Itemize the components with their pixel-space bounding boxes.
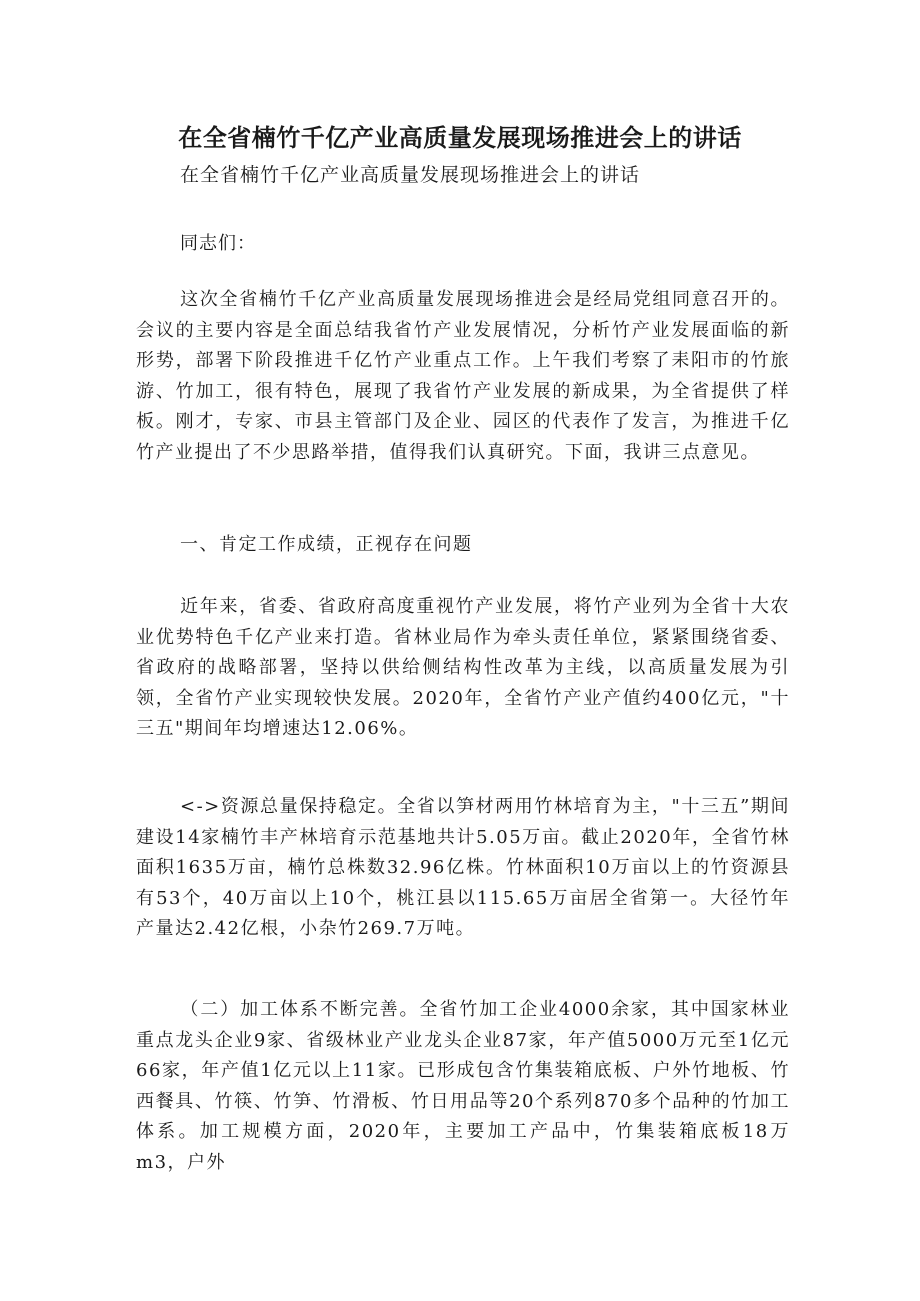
- document-title: 在全省楠竹千亿产业高质量发展现场推进会上的讲话: [178, 124, 742, 152]
- paragraph-intro-text: 这次全省楠竹千亿产业高质量发展现场推进会是经局党组同意召开的。会议的主要内容是全面总结我省竹产业发展情况，分析竹产业发展面临的新形势，部署下阶段推进千亿竹产业重点工作。上午我们考察了耒阳市的竹旅游、竹加工，很有特色，展现了我省竹产业发展的新成果，为全省提供了样板。刚才，专家、市县主管部门及企业、园区的代表作了发言，为推进千亿竹产业提出了不少思路举措，值得我们认真研究。下面，我讲三点意见。: [136, 289, 790, 463]
- paragraph-resources-text: <->资源总量保持稳定。全省以笋材两用竹林培育为主，"十三五”期间建设14家楠竹丰产林培育示范基地共计5.05万亩。截止2020年，全省竹林面积1635万亩，楠竹总株数32.96亿株。竹林面积10万亩以上的竹资源县有53个，40万亩以上10个，桃江县以115.65万亩居全省第一。大径竹年产量达2.42亿根，小杂竹269.7万吨。: [136, 796, 790, 939]
- salutation: 同志们：: [180, 233, 256, 254]
- paragraph-intro: [136, 285, 790, 468]
- section-heading: 一、肯定工作成绩，正视存在问题: [180, 534, 473, 555]
- paragraph-resources: [136, 792, 790, 945]
- paragraph-overview-text: 近年来，省委、省政府高度重视竹产业发展，将竹产业列为全省十大农业优势特色千亿产业来打造。省林业局作为牵头责任单位，紧紧围绕省委、省政府的战略部署，坚持以供给侧结构性改革为主线，以高质量发展为引领，全省竹产业实现较快发展。2020年，全省竹产业产值约400亿元，"十三五"期间年均增速达12.06%。: [136, 596, 790, 739]
- paragraph-processing-text: （二）加工体系不断完善。全省竹加工企业4000余家，其中国家林业重点龙头企业9家、省级林业产业龙头企业87家，年产值5000万元至1亿元66家，年产值1亿元以上11家。已形成包含竹集装箱底板、户外竹地板、竹西餐具、竹筷、竹笋、竹滑板、竹日用品等20个系列870多个品种的竹加工体系。加工规模方面，2020年，主要加工产品中，竹集装箱底板18万m3，户外: [136, 999, 790, 1173]
- document-subtitle: 在全省楠竹千亿产业高质量发展现场推进会上的讲话: [180, 164, 641, 186]
- paragraph-processing: [136, 995, 790, 1178]
- paragraph-overview: [136, 592, 790, 745]
